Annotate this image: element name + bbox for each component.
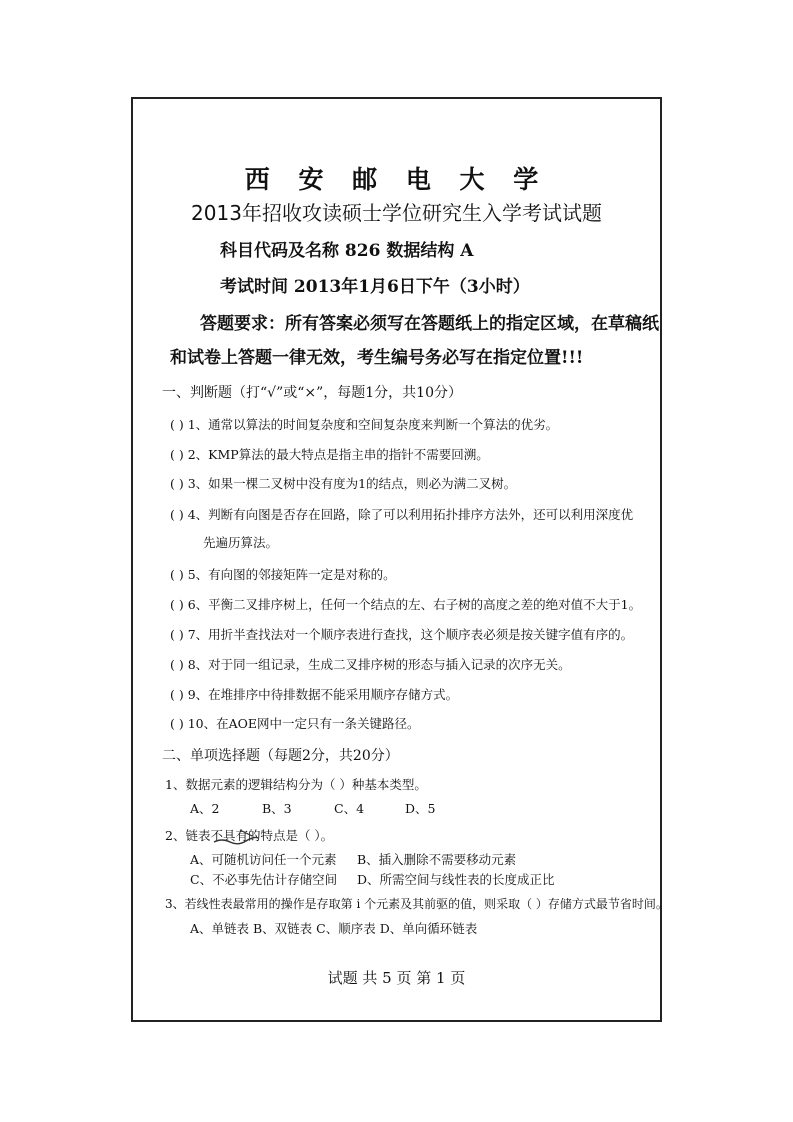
choice-q1-option-b: B、3 — [262, 801, 292, 816]
choice-q1-option-d: D、5 — [405, 801, 436, 816]
choice-q3-stem: 3、若线性表最常用的操作是存取第 i 个元素及其前驱的值，则采取（ ）存储方式最节省时间。 — [165, 897, 668, 911]
exam-title: 2013年招收攻读硕士学位研究生入学考试试题 — [191, 201, 602, 225]
university-name: 西 安 邮 电 大 学 — [244, 165, 549, 194]
judgment-item-9: ( ) 9、在堆排序中待排数据不能采用顺序存储方式。 — [170, 687, 459, 702]
requirements-line-1: 答题要求：所有答案必须写在答题纸上的指定区域，在草稿纸 — [200, 314, 659, 334]
choice-q1-option-a: A、2 — [190, 801, 220, 816]
judgment-item-8: ( ) 8、对于同一组记录，生成二叉排序树的形态与插入记录的次序无关。 — [170, 657, 571, 672]
judgment-item-10: ( ) 10、在AOE网中一定只有一条关键路径。 — [170, 716, 420, 731]
judgment-item-6: ( ) 6、平衡二叉排序树上，任何一个结点的左、右子树的高度之差的绝对值不大于1。 — [170, 597, 642, 612]
page-footer: 试题 共 5 页 第 1 页 — [327, 969, 466, 987]
judgment-item-4-continued: 先遍历算法。 — [203, 535, 279, 550]
choice-q3-options: A、单链表 B、双链表 C、顺序表 D、单向循环链表 — [190, 921, 478, 936]
choice-q1-stem: 1、数据元素的逻辑结构分为（ ）种基本类型。 — [165, 777, 427, 792]
requirements-line-2: 和试卷上答题一律无效，考生编号务必写在指定位置!!! — [170, 348, 584, 368]
judgment-item-2: ( ) 2、KMP算法的最大特点是指主串的指针不需要回溯。 — [170, 447, 489, 462]
judgment-item-3: ( ) 3、如果一棵二叉树中没有度为1的结点，则必为满二叉树。 — [170, 476, 517, 491]
judgment-item-4: ( ) 4、判断有向图是否存在回路，除了可以利用拓扑排序方法外，还可以利用深度优 — [170, 507, 634, 522]
exam-time: 考试时间 2013年1月6日下午（3小时） — [220, 277, 530, 297]
choice-q2-option-c: C、不必事先估计存储空间 — [190, 872, 338, 887]
judgment-item-5: ( ) 5、有向图的邻接矩阵一定是对称的。 — [170, 567, 396, 582]
choice-q2-option-b: B、插入删除不需要移动元素 — [357, 852, 517, 867]
subject-line: 科目代码及名称 826 数据结构 A — [220, 241, 474, 261]
choice-q2-option-d: D、所需空间与线性表的长度成正比 — [357, 872, 555, 887]
judgment-item-7: ( ) 7、用折半查找法对一个顺序表进行查找，这个顺序表必须是按关键字值有序的。 — [170, 627, 634, 642]
choice-q1-option-c: C、4 — [334, 801, 365, 816]
choice-q2-option-a: A、可随机访问任一个元素 — [190, 852, 337, 867]
judgment-item-1: ( ) 1、通常以算法的时间复杂度和空间复杂度来判断一个算法的优劣。 — [170, 417, 559, 432]
section-1-heading: 一、判断题（打“√”或“×”，每题1分，共10分） — [162, 385, 463, 401]
choice-q2-stem: 2、链表不具有的特点是（ ）。 — [165, 828, 334, 843]
handwritten-underline-mark — [212, 826, 260, 846]
section-2-heading: 二、单项选择题（每题2分，共20分） — [162, 748, 399, 764]
